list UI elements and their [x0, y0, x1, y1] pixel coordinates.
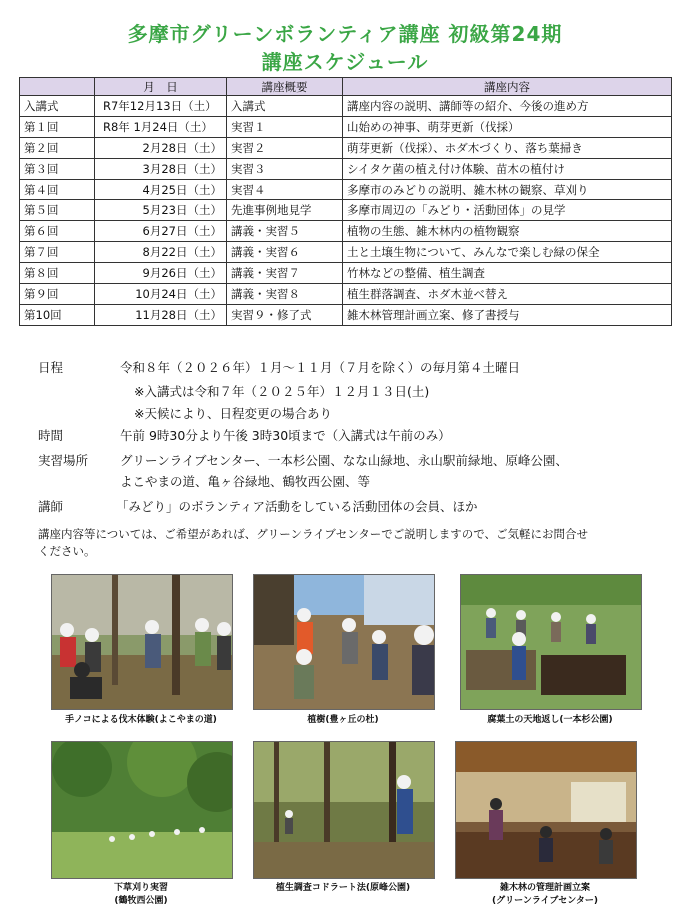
content-cell: 多摩市のみどりの説明、雑木林の観察、草刈り [343, 179, 672, 200]
schedule-table [19, 77, 672, 326]
content-cell: 土と土壌生物について、みんなで楽しむ緑の保全 [343, 242, 672, 263]
lecturer-label: 講師 [38, 499, 64, 514]
table-header-row [20, 78, 672, 96]
photo-weeding [51, 741, 233, 879]
session-cell: 第２回 [20, 137, 95, 158]
table-row [20, 263, 672, 284]
schedule-label: 日程 [38, 360, 64, 375]
date-cell: 3月28日（土） [95, 158, 227, 179]
session-cell: 第３回 [20, 158, 95, 179]
time-label: 時間 [38, 428, 64, 443]
photo-caption-6: 雑木林の管理計画立案 [499, 883, 590, 893]
date-cell: 10月24日（土） [95, 284, 227, 305]
header-session [20, 78, 95, 96]
photo-tree-felling [51, 574, 233, 710]
table-row [20, 284, 672, 305]
photo-caption-1: 手ノコによる伐木体験(よこやまの道) [65, 715, 217, 725]
table-row [20, 221, 672, 242]
date-cell: 8月22日（土） [95, 242, 227, 263]
table-row [20, 116, 672, 137]
session-cell: 第10回 [20, 304, 95, 325]
session-cell: 第８回 [20, 263, 95, 284]
photo-caption-2: 植樹(豊ヶ丘の杜) [307, 715, 379, 725]
summary-cell: 実習３ [227, 158, 343, 179]
date-cell: 2月28日（土） [95, 137, 227, 158]
lecturer-value: 「みどり」のボランティア活動をしている活動団体の会員、ほか [116, 499, 478, 514]
photo-planning [455, 741, 637, 879]
content-cell: 竹林などの整備、植生調査 [343, 263, 672, 284]
content-cell: 雑木林管理計画立案、修了書授与 [343, 304, 672, 325]
summary-cell: 実習１ [227, 116, 343, 137]
summary-cell: 実習２ [227, 137, 343, 158]
place-value-2: よこやまの道、亀ヶ谷緑地、鶴牧西公園、等 [120, 474, 371, 489]
summary-cell: 入講式 [227, 96, 343, 117]
photo-vegetation-survey [253, 741, 435, 879]
photo-caption-3: 腐葉土の天地返し(一本杉公園) [487, 715, 613, 725]
session-cell: 第６回 [20, 221, 95, 242]
photo-caption-6b: (グリーンライブセンター) [491, 896, 599, 906]
content-cell: 植物の生態、雑木林内の植物観察 [343, 221, 672, 242]
content-cell: 植生群落調査、ホダ木並べ替え [343, 284, 672, 305]
date-cell: 11月28日（土） [95, 304, 227, 325]
session-cell: 入講式 [20, 96, 95, 117]
summary-cell: 講義・実習６ [227, 242, 343, 263]
date-cell: 5月23日（土） [95, 200, 227, 221]
session-cell: 第４回 [20, 179, 95, 200]
schedule-value: 令和８年（２０２６年）１月～１１月（７月を除く）の毎月第４土曜日 [120, 360, 521, 375]
page-subtitle: 講座スケジュール [261, 50, 429, 74]
date-cell: 4月25日（土） [95, 179, 227, 200]
date-cell: 9月26日（土） [95, 263, 227, 284]
session-cell: 第５回 [20, 200, 95, 221]
summary-cell: 実習９・修了式 [227, 304, 343, 325]
summary-cell: 実習４ [227, 179, 343, 200]
place-value-1: グリーンライブセンター、一本杉公園、なな山緑地、永山駅前緑地、原峰公園、 [120, 453, 568, 468]
content-cell: 山始めの神事、萌芽更新（伐採） [343, 116, 672, 137]
note-line-1: 講座内容等については、ご希望があれば、グリーンライブセンターでご説明しますので、ご気軽にお問合せ [38, 527, 589, 541]
time-value: 午前 9時30分より午後 3時30頃まで（入講式は午前のみ） [120, 428, 451, 443]
header-content: 講座内容 [343, 78, 672, 96]
table-row [20, 304, 672, 325]
summary-cell: 先進事例地見学 [227, 200, 343, 221]
schedule-note-2: ※天候により、日程変更の場合あり [134, 406, 332, 421]
session-cell: 第１回 [20, 116, 95, 137]
content-cell: 講座内容の説明、講師等の紹介、今後の進め方 [343, 96, 672, 117]
session-cell: 第９回 [20, 284, 95, 305]
date-cell: 6月27日（土） [95, 221, 227, 242]
photo-caption-4b: (鶴牧西公園) [114, 896, 168, 906]
date-cell: R8年 1月24日（土） [95, 116, 227, 137]
photo-tree-planting [253, 574, 435, 710]
header-summary: 講座概要 [227, 78, 343, 96]
schedule-body [20, 96, 672, 326]
content-cell: 多摩市周辺の「みどり・活動団体」の見学 [343, 200, 672, 221]
table-row [20, 179, 672, 200]
date-cell: R7年12月13日（土） [95, 96, 227, 117]
summary-cell: 講義・実習８ [227, 284, 343, 305]
page-title: 多摩市グリーンボランティア講座 初級第24期 [127, 22, 563, 46]
table-row [20, 158, 672, 179]
photo-humus-turning [460, 574, 642, 710]
content-cell: シイタケ菌の植え付け体験、苗木の植付け [343, 158, 672, 179]
table-row [20, 200, 672, 221]
schedule-note-1: ※入講式は令和７年（２０２５年）１２月１３日(土) [134, 384, 430, 399]
session-cell: 第７回 [20, 242, 95, 263]
photo-caption-4: 下草刈り実習 [113, 883, 168, 893]
summary-cell: 講義・実習７ [227, 263, 343, 284]
content-cell: 萌芽更新（伐採）、ホダ木づくり、落ち葉掃き [343, 137, 672, 158]
table-row [20, 96, 672, 117]
header-date: 月 日 [95, 78, 227, 96]
note-line-2: ください。 [38, 544, 96, 558]
place-label: 実習場所 [38, 453, 89, 468]
table-row [20, 137, 672, 158]
summary-cell: 講義・実習５ [227, 221, 343, 242]
table-row [20, 242, 672, 263]
photo-caption-5: 植生調査コドラート法(原峰公園) [275, 883, 411, 893]
